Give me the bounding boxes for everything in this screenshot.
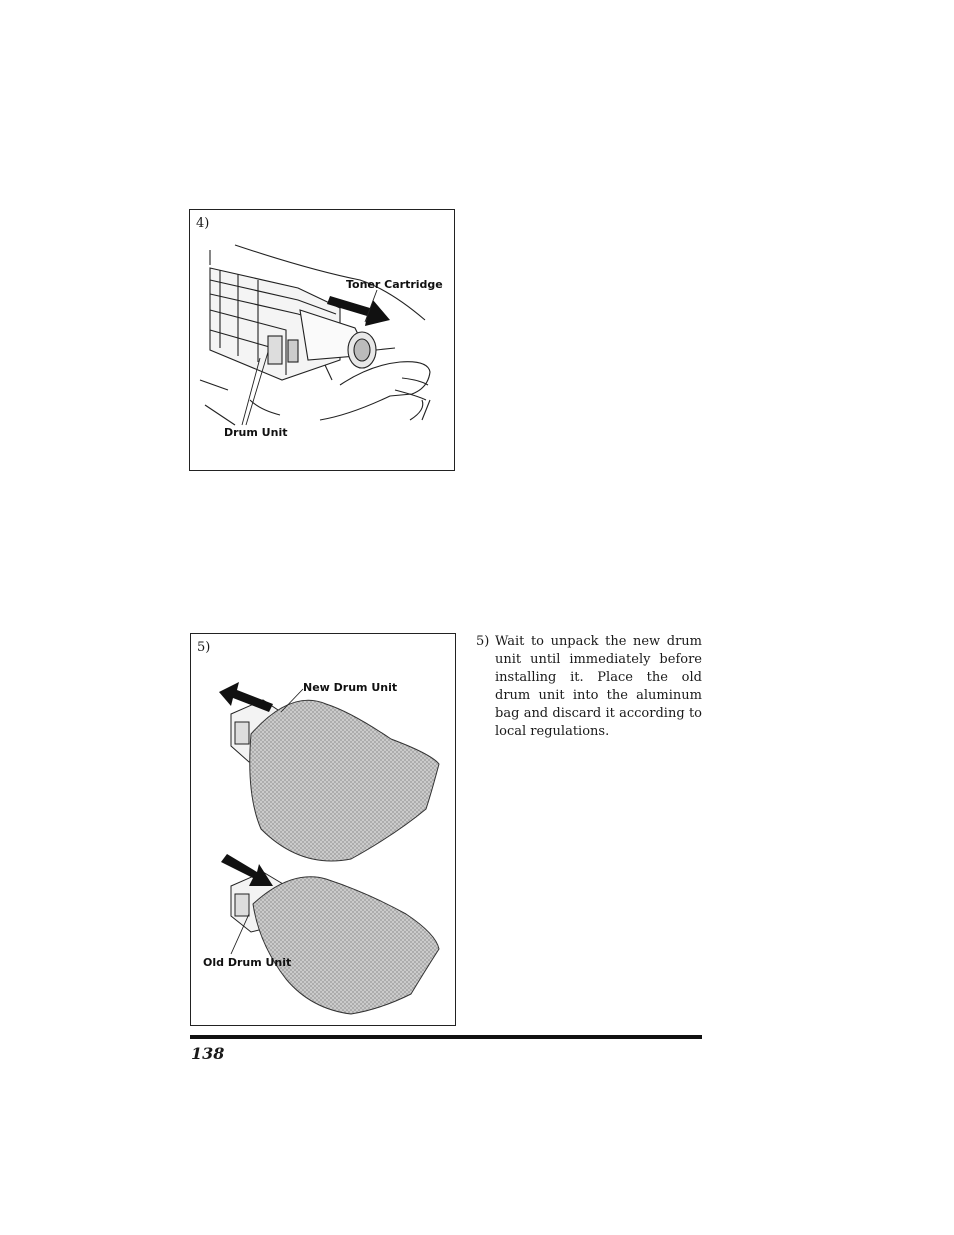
step-5-text: Wait to unpack the new drum unit until immediately before installing it. Place the old drum unit into the aluminum bag and discard it according to local regulations.	[495, 634, 702, 739]
drum-unit-label: Drum Unit	[224, 426, 288, 439]
old-drum-unit-label: Old Drum Unit	[203, 956, 292, 969]
figure-5-number: 5)	[197, 640, 211, 655]
step-5-number: 5)	[476, 634, 490, 649]
new-drum-unit-label: New Drum Unit	[303, 681, 398, 694]
step-5-instruction	[476, 633, 702, 741]
figure-4-number: 4)	[196, 216, 210, 231]
page-number: 138	[191, 1044, 225, 1063]
figure-4-toner-cartridge-removal	[189, 209, 455, 471]
footer-rule	[190, 1035, 702, 1039]
figure-5-drum-unit-swap	[190, 633, 456, 1026]
toner-cartridge-label: Toner Cartridge	[346, 278, 443, 291]
